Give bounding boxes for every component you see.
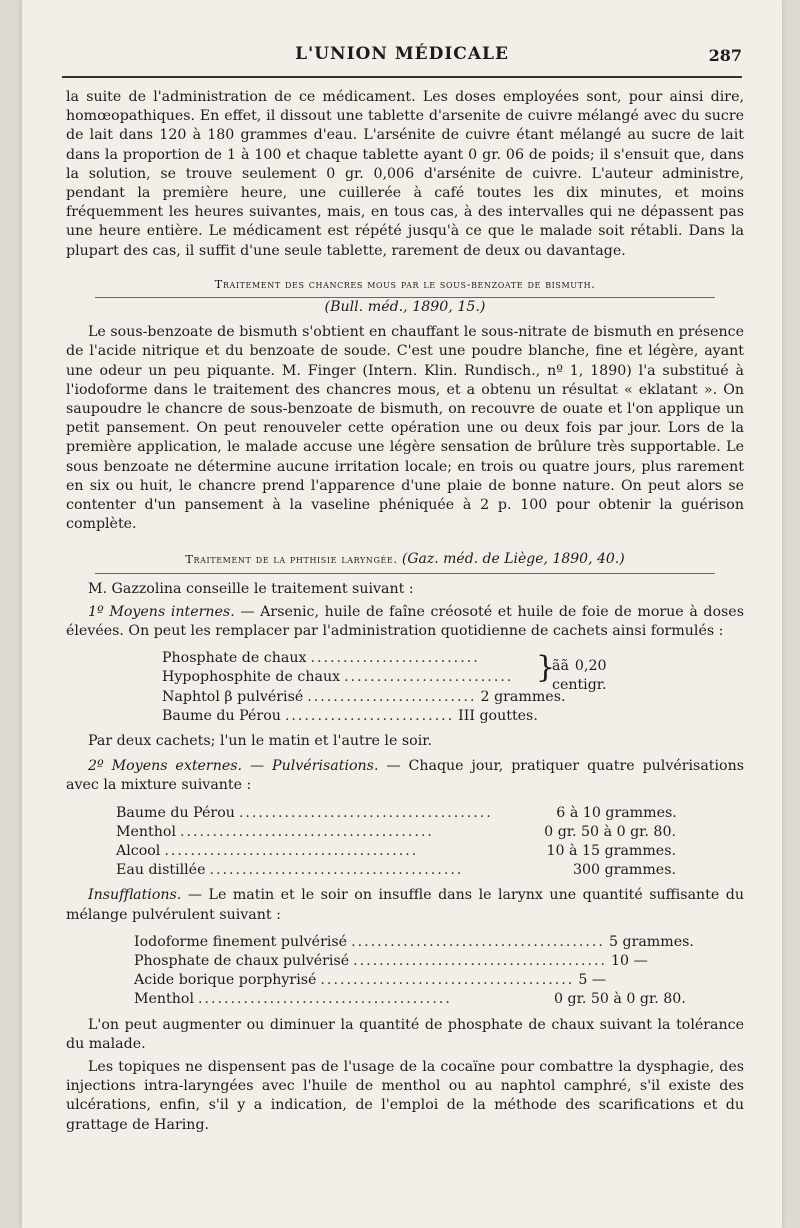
journal-title: L'UNION MÉDICALE (295, 44, 509, 64)
section-title-phthisie: Traitement de la phthisie laryngée. (Gaz. méd. de Liège, 1890, 40.) (185, 551, 625, 568)
section-source: (Bull. méd., 1890, 15.) (324, 299, 486, 316)
recipe-row: Menthol ....................................... 0 gr. 50 à 0 gr. 80. (116, 823, 676, 840)
paragraph-continued: la suite de l'administration de ce médicament. Les doses employées sont, pour ainsi dire, homœopathiques. En effet, il dissout une tablette d'arsenite de cuivre mélangé avec du sucre de lait dans 120 à 180 grammes d'eau. L'arsénite de cuivre étant mélangé au sucre de lait dans la proportion de 1 à 100 et chaque tablette ayant 0 gr. 06 de poids; il s'ensuit que, dans la solution, se trouve seulement 0 gr. 0,006 d'arsénite de cuivre. L'auteur administre, pendant la première heure, une cuillerée à café toutes les dix minutes, et moins fréquemment les heures suivantes, mais, en tous cas, à des intervalles qui ne dépassent pas une heure entière. Le médicament est répété jusqu'à ce que le malade soit rétabli. Dans la plupart des cas, il suffit d'une seule tablette, rarement de deux ou davantage. (66, 89, 744, 259)
recipe-row: Alcool ....................................... 10 à 15 grammes. (116, 843, 676, 860)
recipe-row: Menthol ....................................... 0 gr. 50 à 0 gr. 80. (134, 991, 686, 1008)
document-page (22, 0, 782, 1228)
section-rule (95, 573, 715, 574)
recipe-cachets (66, 649, 607, 726)
paragraph-topiques: Les topiques ne dispensent pas de l'usage de la cocaïne pour combattre la dysphagie, des injections intra-laryngées avec l'huile de menthol ou au naphtol camphré, s'il existe des ulcérations, enfin, s'il y a indication, de l'emploi de la méthode des scarifications et du grattage de Haring. (66, 1058, 744, 1133)
header-rule (62, 76, 742, 78)
recipe-row: Baume du Pérou ....................................... 6 à 10 grammes. (116, 804, 677, 821)
brace: } (536, 650, 556, 686)
paragraph-chancres: Le sous-benzoate de bismuth s'obtient en chauffant le sous-nitrate de bismuth en présence de l'acide nitrique et du benzoate de soude. C'est une poudre blanche, fine et légère, ayant une odeur un peu piquante. M. Finger (Intern. Klin. Rundisch., nº 1, 1890) l'a substitué à l'iodoforme dans le traitement des chancres mous, et a obtenu un résultat « eklatant ». On saupoudre le chancre de sous-benzoate de bismuth, on recouvre de ouate et l'on applique un petit pansement. On peut renouveler cette opération une ou deux fois par jour. Lors de la première application, le malade accuse une légère sensation de brûlure très supportable. Le sous benzoate ne détermine aucune irritation locale; en trois ou quatre jours, plus rarement en six ou huit, le chancre prend l'apparence d'une plaie de bonne nature. On peut alors se contenter d'un pansement à la vaseline phéniquée à 2 p. 100 pour obtenir la guérison complète. (66, 324, 744, 533)
recipe-row: Iodoforme finement pulvérisé ....................................... 5 grammes. (134, 933, 694, 950)
recipe-pulverisations (66, 804, 676, 881)
paragraph-external: 2º Moyens externes. — Pulvérisations. — Chaque jour, pratiquer quatre pulvérisations avec la mixture suivante : (66, 758, 744, 794)
recipe-aa-qty: ãã 0,20 centigr. (552, 658, 607, 694)
page-number: 287 (708, 46, 742, 65)
paragraph-cachets-dosage: Par deux cachets; l'un le matin et l'autre le soir. (88, 733, 432, 750)
recipe-row: Acide borique porphyrisé ....................................... 5 — (134, 972, 607, 989)
paragraph-intro: M. Gazzolina conseille le traitement suivant : (88, 580, 414, 597)
body-text (66, 88, 744, 1135)
paragraph-tolerance: L'on peut augmenter ou diminuer la quantité de phosphate de chaux suivant la tolérance du malade. (66, 1016, 744, 1052)
recipe-row: Phosphate de chaux .......................... (162, 650, 480, 667)
paragraph-internal: 1º Moyens internes. — Arsenic, huile de faîne créosoté et huile de foie de morue à doses élevées. On peut les remplacer par l'administration quotidienne de cachets ainsi formulés : (66, 603, 744, 640)
paragraph-insufflations: Insufflations. — Le matin et le soir on insuffle dans le larynx une quantité suffisante du mélange pulvérulent suivant : (66, 887, 744, 923)
recipe-insufflations (66, 933, 694, 1010)
recipe-row: Baume du Pérou .......................... III gouttes. (162, 707, 538, 724)
running-head (62, 40, 742, 74)
recipe-row: Hypophosphite de chaux .......................... (162, 669, 514, 686)
recipe-row: Naphtol β pulvérisé .......................... 2 grammes. (162, 688, 566, 705)
section-title-chancres: Traitement des chancres mous par le sous-benzoate de bismuth. (214, 276, 596, 291)
recipe-row: Eau distillée ....................................... 300 grammes. (116, 862, 676, 879)
recipe-row: Phosphate de chaux pulvérisé ....................................... 10 — (134, 952, 648, 969)
